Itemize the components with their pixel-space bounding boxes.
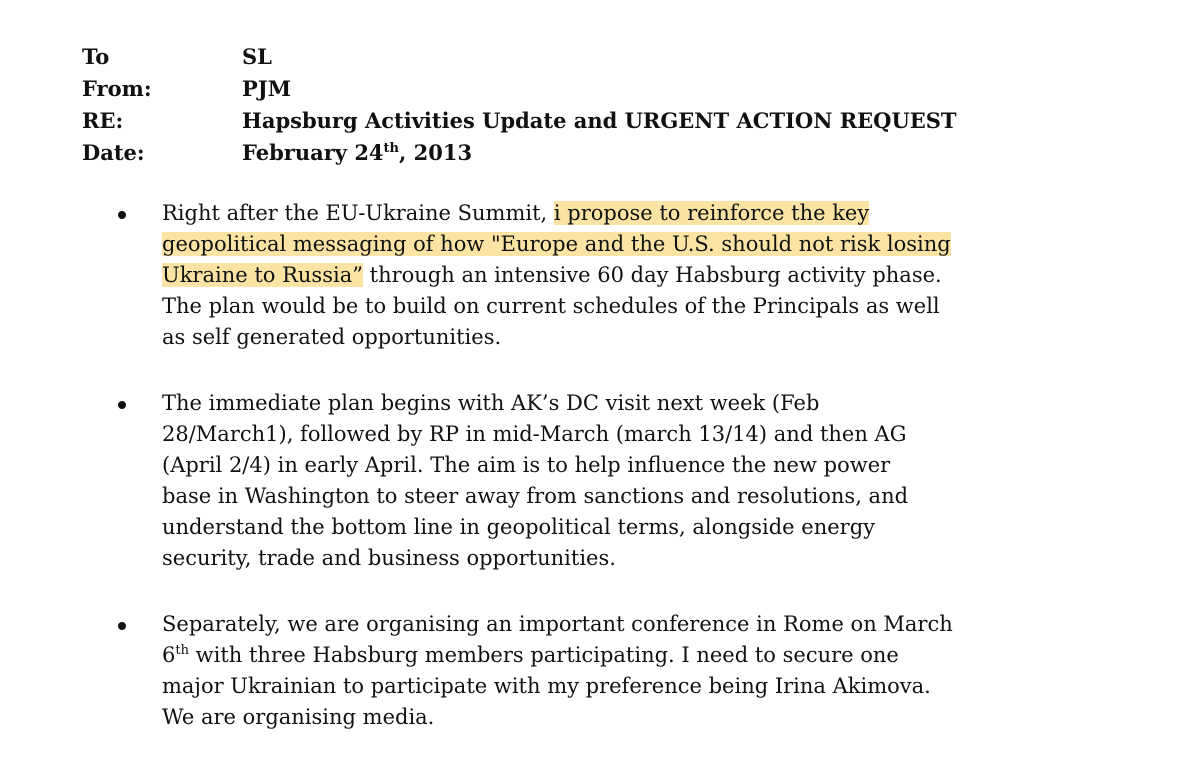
bullet-1-line-3 [162, 260, 1118, 291]
bullet-1-line-5: as self generated opportunities. [162, 325, 502, 349]
bullet-2-line-1: The immediate plan begins with AK’s DC visit next week (Feb [162, 391, 820, 415]
memo-header [82, 40, 957, 168]
bullet-list [118, 198, 1118, 768]
highlighted-text: geopolitical messaging of how "Europe and the U.S. should not risk losing [162, 232, 951, 256]
date-suffix: , 2013 [399, 139, 473, 165]
bullet-3-line-2-prefix: 6 [162, 643, 176, 667]
bullet-3-line-2-suffix: with three Habsburg members participating. I need to secure one [188, 643, 899, 667]
bullet-3-line-2 [162, 640, 1118, 671]
bullet-2-line-3: (April 2/4) in early April. The aim is to help influence the new power [162, 453, 891, 477]
highlighted-text: Ukraine to Russia” [162, 263, 363, 287]
bullet-3-line-1: Separately, we are organising an important conference in Rome on March [162, 612, 953, 636]
date-label: Date: [82, 139, 145, 165]
bullet-1-line-2 [162, 229, 1118, 260]
bullet-2-line-6: security, trade and business opportunities. [162, 546, 616, 570]
bullet-dot-icon [118, 622, 126, 630]
date-value [242, 140, 472, 165]
bullet-3-line-4: We are organising media. [162, 705, 435, 729]
bullet-3-ordinal: th [175, 643, 189, 658]
highlighted-text: i propose to reinforce the key [553, 201, 870, 225]
bullet-item-3 [118, 609, 1118, 733]
bullet-1-line-4: The plan would be to build on current schedules of the Principals as well [162, 294, 940, 318]
bullet-dot-icon [118, 401, 126, 409]
date-prefix: February 24 [242, 139, 384, 165]
to-row [82, 40, 957, 72]
bullet-item-1 [118, 198, 1118, 353]
bullet-item-2 [118, 388, 1118, 574]
date-row [82, 136, 957, 168]
re-row [82, 104, 957, 136]
bullet-3-line-3: major Ukrainian to participate with my preference being Irina Akimova. [162, 674, 931, 698]
from-label: From: [82, 75, 152, 101]
to-label: To [82, 43, 110, 69]
bullet-1-line-3-text: through an intensive 60 day Habsburg activity phase. [362, 263, 942, 287]
bullet-dot-icon [118, 211, 126, 219]
bullet-2-line-5: understand the bottom line in geopolitical terms, alongside energy [162, 515, 875, 539]
from-row [82, 72, 957, 104]
from-value: PJM [242, 75, 291, 101]
to-value: SL [242, 43, 272, 69]
bullet-2-line-2: 28/March1), followed by RP in mid-March (march 13/14) and then AG [162, 422, 907, 446]
bullet-1-line-1-text: Right after the EU-Ukraine Summit, [162, 201, 554, 225]
re-label: RE: [82, 107, 124, 133]
re-value: Hapsburg Activities Update and URGENT ACTION REQUEST [242, 107, 957, 133]
bullet-2-line-4: base in Washington to steer away from sanctions and resolutions, and [162, 484, 909, 508]
bullet-1-line-1 [162, 198, 1118, 229]
date-ordinal: th [383, 140, 400, 156]
